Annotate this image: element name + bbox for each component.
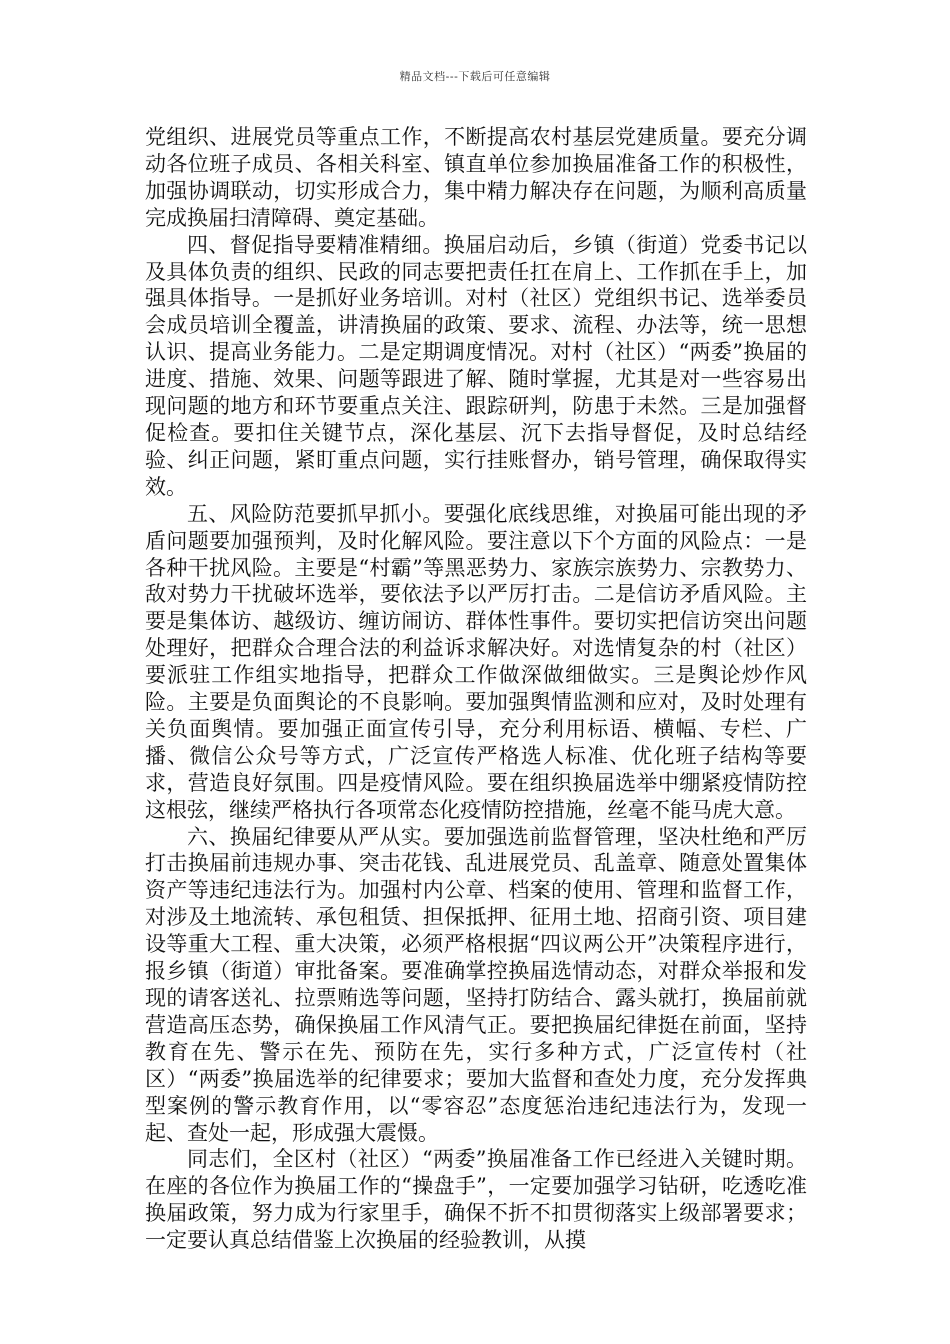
paragraph-continuation: 党组织、进展党员等重点工作，不断提高农村基层党建质量。要充分调动各位班子成员、各相关科室、镇直单位参加换届准备工作的积极性，加强协调联动，切实形成合力，集中精力解决存在问题，为顺利高质量完成换届扫清障碍、奠定基础。 — [145, 125, 807, 230]
paragraph-section-five: 五、风险防范要抓早抓小。要强化底线思维，对换届可能出现的矛盾问题要加强预判，及时化解风险。要注意以下个方面的风险点：一是各种干扰风险。主要是“村霸”等黑恶势力、家族宗族势力、宗教势力、敌对势力干扰破坏选举，要依法予以严厉打击。二是信访矛盾风险。主要是集体访、越级访、缠访闹访、群体性事件。要切实把信访突出问题处理好，把群众合理合法的利益诉求解决好。对选情复杂的村（社区）要派驻工作组实地指导，把群众工作做深做细做实。三是舆论炒作风险。主要是负面舆论的不良影响。要加强舆情监测和应对，及时处理有关负面舆情。要加强正面宣传引导，充分利用标语、横幅、专栏、广播、微信公众号等方式，广泛宣传严格选人标准、优化班子结构等要求，营造良好氛围。四是疫情风险。要在组织换届选举中绷紧疫情防控这根弦，继续严格执行各项常态化疫情防控措施，丝毫不能马虎大意。 — [145, 501, 807, 822]
paragraph-section-four: 四、督促指导要精准精细。换届启动后，乡镇（街道）党委书记以及具体负责的组织、民政的同志要把责任扛在肩上、工作抓在手上，加强具体指导。一是抓好业务培训。对村（社区）党组织书记、选举委员会成员培训全覆盖，讲清换届的政策、要求、流程、办法等，统一思想认识、提高业务能力。二是定期调度情况。对村（社区）“两委”换届的进度、措施、效果、问题等跟进了解、随时掌握，尤其是对一些容易出现问题的地方和环节要重点关注、跟踪研判，防患于未然。三是加强督促检查。要扣住关键节点，深化基层、沉下去指导督促，及时总结经验、纠正问题，紧盯重点问题，实行挂账督办，销号管理，确保取得实效。 — [145, 232, 807, 499]
paragraph-section-six: 六、换届纪律要从严从实。要加强选前监督管理，坚决杜绝和严厉打击换届前违规办事、突击花钱、乱进展党员、乱盖章、随意处置集体资产等违纪违法行为。加强村内公章、档案的使用、管理和监督工作，对涉及土地流转、承包租赁、担保抵押、征用土地、招商引资、项目建设等重大工程、重大决策，必须严格根据“四议两公开”决策程序进行，报乡镇（街道）审批备案。要准确掌控换届选情动态，对群众举报和发现的请客送礼、拉票贿选等问题，坚持打防结合、露头就打，换届前就营造高压态势，确保换届工作风清气正。要把换届纪律挺在前面，坚持教育在先、警示在先、预防在先，实行多种方式，广泛宣传村（社区）“两委”换届选举的纪律要求；要加大监督和查处力度，充分发挥典型案例的警示教育作用，以“零容忍”态度惩治违纪违法行为，发现一起、查处一起，形成强大震慑。 — [145, 824, 807, 1145]
paragraph-closing: 同志们，全区村（社区）“两委”换届准备工作已经进入关键时期。在座的各位作为换届工作的“操盘手”，一定要加强学习钻研，吃透吃准换届政策，努力成为行家里手，确保不折不扣贯彻落实上级部署要求；一定要认真总结借鉴上次换届的经验教训，从摸 — [145, 1147, 807, 1253]
document-body — [145, 124, 807, 1254]
page-header: 精品文档---下载后可任意编辑 — [399, 70, 551, 83]
